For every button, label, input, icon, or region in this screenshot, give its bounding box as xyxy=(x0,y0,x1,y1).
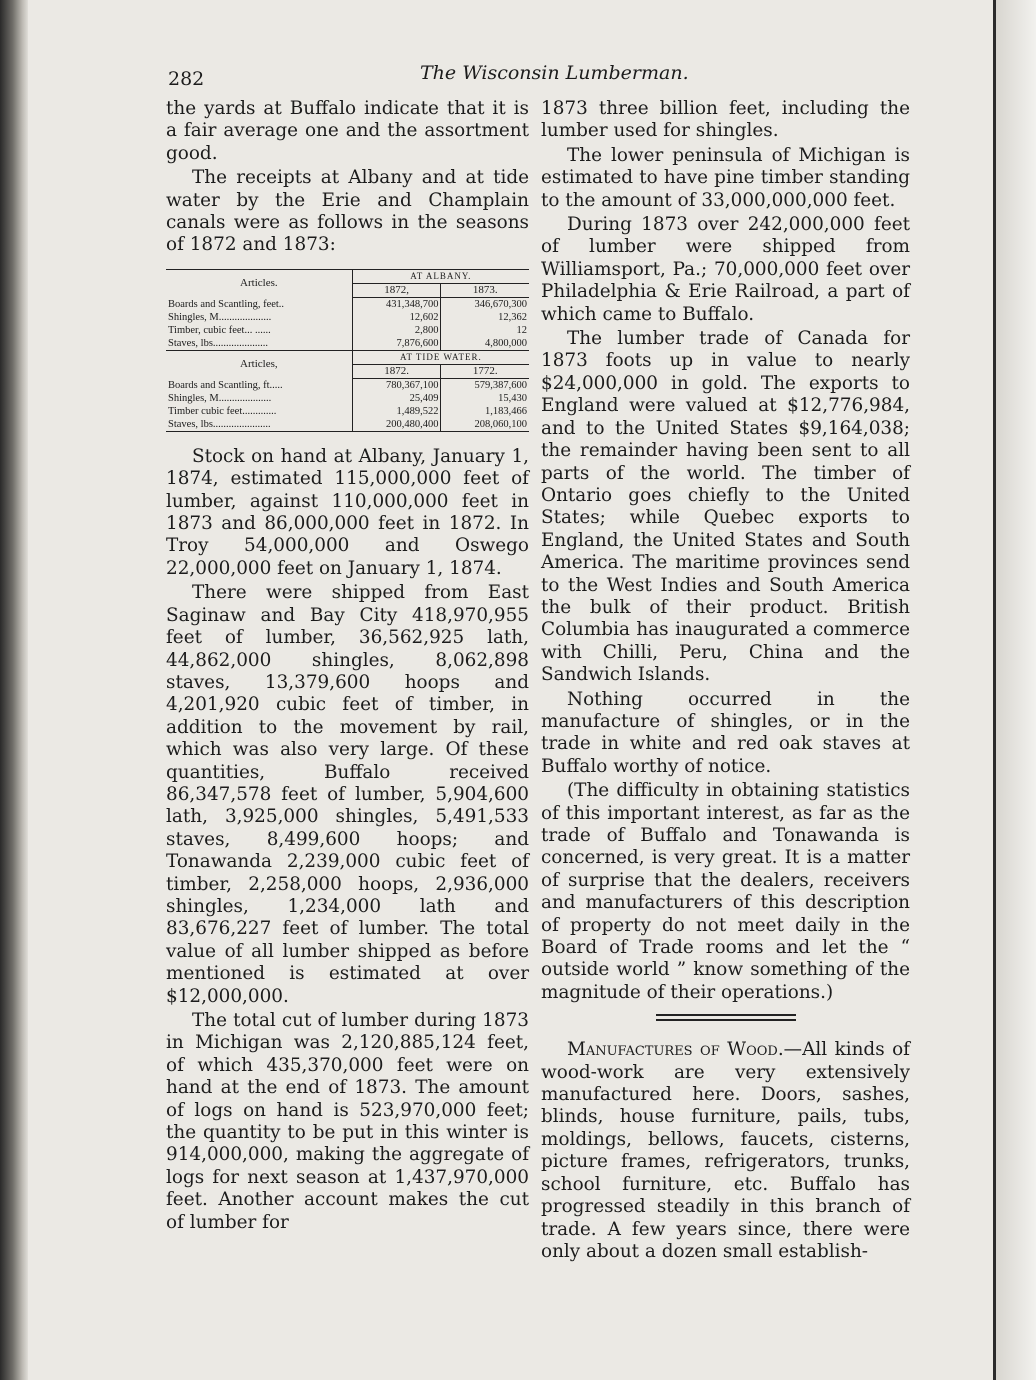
cell-value: 208,060,100 xyxy=(441,418,529,432)
cell-value: 15,430 xyxy=(498,392,527,404)
paragraph: the yards at Buffalo indicate that it is a fair average one and the assortment good. xyxy=(166,98,529,164)
year-header: 1872. xyxy=(352,364,441,378)
row-label: Shingles, M.................... xyxy=(166,311,352,324)
page-number: 282 xyxy=(168,68,205,90)
paragraph: Nothing occurred in the manufacture of shingles, or in the trade in white and red oak staves at Buffalo worthy of notice. xyxy=(541,688,910,777)
row-label: Shingles, M.................... xyxy=(166,392,352,405)
year-header: 1872, xyxy=(352,283,441,297)
paragraph: The receipts at Albany and at tide water by the Erie and Champlain canals were as follows in the seasons of 1872 and 1873: xyxy=(166,167,529,256)
cell-value: 2,800 xyxy=(352,324,441,337)
year-header: 1772. xyxy=(441,364,529,378)
section-divider xyxy=(656,1014,796,1021)
paragraph: 1873 three billion feet, including the lumber used for shingles. xyxy=(541,98,910,142)
cell-value: 780,367,100 xyxy=(352,378,441,392)
table-row xyxy=(166,418,529,432)
table-row xyxy=(166,378,529,392)
canal-receipts-table xyxy=(166,269,529,432)
paragraph: During 1873 over 242,000,000 feet of lumber were shipped from Williamsport, Pa.; 70,000,000 feet over Philadelphia & Erie Railroad, a part of which came to Buffalo. xyxy=(541,214,910,325)
left-column xyxy=(166,98,529,1234)
group-label: AT ALBANY. xyxy=(352,270,529,284)
paragraph-text: —All kinds of wood-work are very extensively manufactured here. Doors, sashes, blinds, house furniture, pails, tubs, moldings, bellows, faucets, cisterns, picture frames, refrigerators, trunks, school furniture, etc. Buffalo has progressed steadily in this branch of trade. A few years since, there were only about a dozen small establish- xyxy=(541,1039,910,1262)
paragraph: There were shipped from East Saginaw and Bay City 418,970,955 feet of lumber, 36,562,925 lath, 44,862,000 shingles, 8,062,898 staves, 13,379,600 hoops and 4,201,920 cubic feet of timber, in addition to the movement by rail, which was also very large. Of these quantities, Buffalo received 86,347,578 feet of lumber, 5,904,600 lath, 3,925,000 shingles, 5,491,533 staves, 8,499,600 hoops; and Tonawanda 2,239,000 cubic feet of timber, 2,258,000 hoops, 2,936,000 shingles, 1,234,000 lath and 83,676,227 feet of lumber. The total value of all lumber shipped as before mentioned is estimated at over $12,000,000. xyxy=(166,582,529,1007)
row-label: Staves, lbs..................... xyxy=(166,337,352,351)
paragraph: Stock on hand at Albany, January 1, 1874, estimated 115,000,000 feet of lumber, against 110,000,000 feet in 1873 and 86,000,000 feet in 1872. In Troy 54,000,000 and Oswego 22,000,000 feet on January 1, 1874. xyxy=(166,445,529,579)
cell-value: 12,602 xyxy=(352,311,441,324)
group-label: AT TIDE WATER. xyxy=(352,350,529,364)
paragraph: The lumber trade of Canada for 1873 foots up in value to nearly $24,000,000 in gold. The exports to England were valued at $12,776,984, and to the United States $9,164,038; the remainder having been sent to all parts of the world. The timber of Ontario goes chiefly to the United States; while Quebec exports to England, the United States and South America. The maritime provinces send to the West Indies and South America the bulk of their product. British Columbia has inaugurated a commerce with Chilli, Peru, China and the Sandwich Islands. xyxy=(541,328,910,686)
cell-value: 25,409 xyxy=(352,392,441,405)
table-row xyxy=(166,392,529,405)
section-heading: Manufactures of Wood. xyxy=(567,1039,784,1061)
table-row xyxy=(166,324,529,337)
page-edge-line xyxy=(993,0,996,1380)
cell-value: 12,362 xyxy=(498,311,527,323)
running-title: The Wisconsin Lumberman. xyxy=(420,62,689,84)
cell-value: 346,670,300 xyxy=(474,298,527,310)
cell-value: 12 xyxy=(516,324,527,336)
cell-value: 1,489,522 xyxy=(352,405,441,418)
paragraph: (The difficulty in obtaining statistics of this important interest, as far as the trade of Buffalo and Tonawanda is concerned, is very great. It is a matter of surprise that the dealers, receivers and manufacturers of this description of property do not meet daily in the Board of Trade rooms and let the “ outside world ” know something of the magnitude of their operations.) xyxy=(541,780,910,1003)
articles-header: Articles. xyxy=(166,270,352,298)
right-column xyxy=(541,98,910,1263)
row-label: Staves, lbs...................... xyxy=(166,418,352,432)
table-row xyxy=(166,311,529,324)
paragraph xyxy=(541,1039,910,1263)
cell-value: 7,876,600 xyxy=(352,337,441,351)
year-header: 1873. xyxy=(441,283,529,297)
row-label: Timber cubic feet............. xyxy=(166,405,352,418)
table-row xyxy=(166,405,529,418)
paragraph: The lower peninsula of Michigan is estimated to have pine timber standing to the amount of 33,000,000,000 feet. xyxy=(541,144,910,211)
cell-value: 200,480,400 xyxy=(352,418,441,432)
row-label: Boards and Scantling, ft..... xyxy=(166,378,352,392)
table-row xyxy=(166,297,529,311)
paragraph: The total cut of lumber during 1873 in Michigan was 2,120,885,124 feet, of which 435,370,000 feet were on hand at the end of 1873. The amount of logs on hand is 523,970,000 feet; the quantity to be put in this winter is 914,000,000, making the aggregate of logs for next season at 1,437,970,000 feet. Another account makes the cut of lumber for xyxy=(166,1010,529,1233)
articles-header: Articles, xyxy=(166,350,352,378)
cell-value: 4,800,000 xyxy=(441,337,529,351)
cell-value: 431,348,700 xyxy=(352,297,441,311)
table-row xyxy=(166,337,529,351)
cell-value: 1,183,466 xyxy=(485,405,527,417)
book-binding-shadow xyxy=(0,0,28,1380)
row-label: Timber, cubic feet... ...... xyxy=(166,324,352,337)
row-label: Boards and Scantling, feet.. xyxy=(166,297,352,311)
cell-value: 579,387,600 xyxy=(474,379,527,391)
page-edge xyxy=(996,0,1036,1380)
